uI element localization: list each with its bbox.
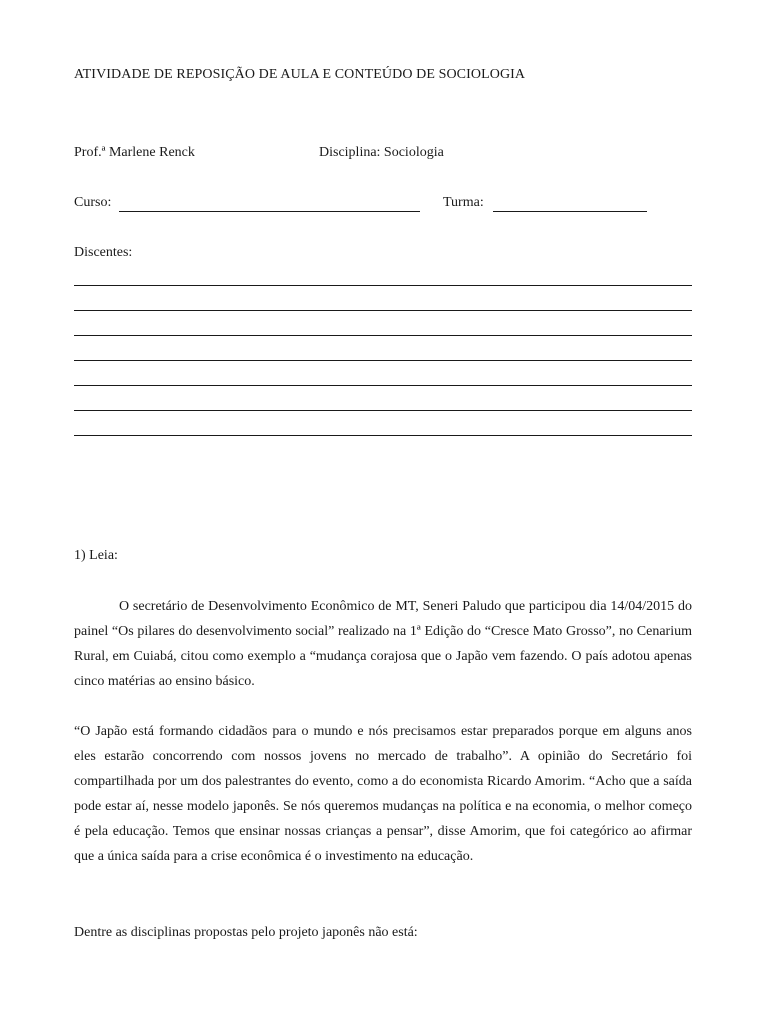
- student-blank-line: [74, 310, 692, 311]
- paragraph-3: Dentre as disciplinas propostas pelo projeto japonês não está:: [74, 925, 418, 940]
- student-blank-line: [74, 410, 692, 411]
- page-title: ATIVIDADE DE REPOSIÇÃO DE AULA E CONTEÚDO DE SOCIOLOGIA: [74, 67, 526, 82]
- students-label: Discentes:: [74, 245, 133, 260]
- discipline-label: Disciplina: Sociologia: [319, 145, 444, 160]
- class-blank-line: [493, 211, 647, 212]
- professor-name: Prof.ª Marlene Renck: [74, 145, 195, 160]
- student-blank-line: [74, 360, 692, 361]
- paragraph-1: [74, 594, 692, 694]
- course-label: Curso:: [74, 195, 112, 210]
- course-blank-line: [119, 211, 420, 212]
- student-blank-line: [74, 335, 692, 336]
- question-label: 1) Leia:: [74, 548, 118, 563]
- paragraph-2: “O Japão está formando cidadãos para o mundo e nós precisamos estar preparados porque em alguns anos eles estarão concorrendo com nossos jovens no mercado de trabalho”. A opinião do Secretário foi compartilhada por um dos palestrantes do evento, como a do economista Ricardo Amorim. “Acho que a saída pode estar aí, nesse modelo japonês. Se nós queremos mudanças na política e na economia, o melhor começo é pela educação. Temos que ensinar nossas crianças a pensar”, disse Amorim, que foi categórico ao afirmar que a única saída para a crise econômica é o investimento na educação.: [74, 724, 692, 864]
- student-blank-line: [74, 285, 692, 286]
- class-label: Turma:: [443, 195, 484, 210]
- paragraph-1-text: O secretário de Desenvolvimento Econômico de MT, Seneri Paludo que participou dia 14/04/2015 do painel “Os pilares do desenvolvimento social” realizado na 1ª Edição do “Cresce Mato Grosso”, no Cenarium Rural, em Cuiabá, citou como exemplo a “mudança corajosa que o Japão vem fazendo. O país adotou apenas cinco matérias ao ensino básico.: [74, 599, 692, 689]
- student-blank-line: [74, 385, 692, 386]
- student-blank-line: [74, 435, 692, 436]
